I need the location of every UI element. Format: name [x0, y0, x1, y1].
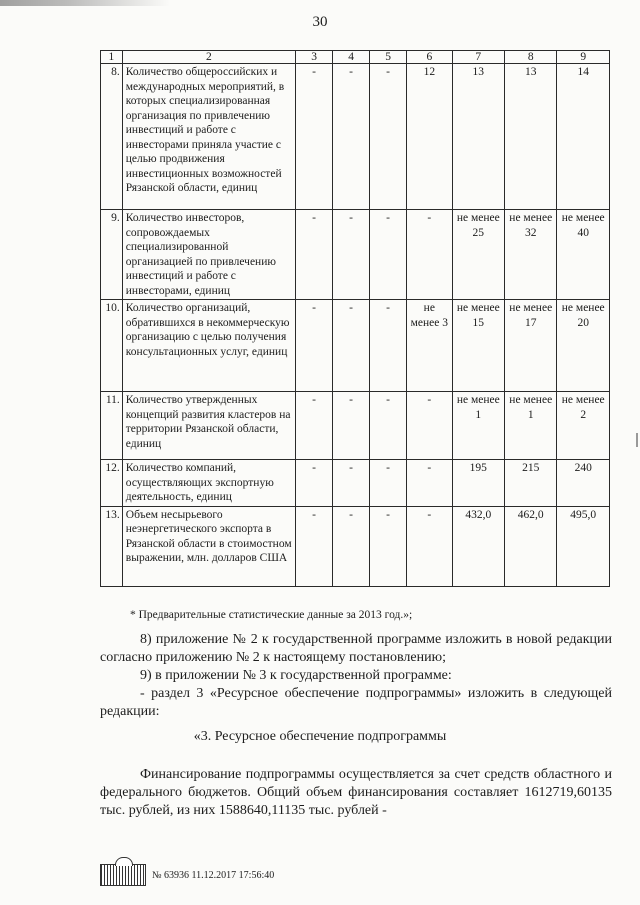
table-row [101, 460, 610, 507]
cell-desc: Объем несырьевого неэнергетического экспорта в Рязанской области в стоимостном выражении, млн. долларов США [122, 506, 295, 586]
page-number: 30 [312, 14, 328, 30]
cell-c5: - [370, 392, 407, 460]
cell-c9: 495,0 [557, 506, 610, 586]
cell-c6: - [407, 506, 453, 586]
cell-c9: 240 [557, 460, 610, 507]
document-footer [100, 864, 274, 886]
header-cell: 1 [101, 51, 123, 64]
table-row [101, 210, 610, 300]
cell-c5: - [370, 210, 407, 300]
table-row [101, 64, 610, 210]
header-cell: 9 [557, 51, 610, 64]
cell-c4: - [333, 300, 370, 392]
cell-c6: 12 [407, 64, 453, 210]
paragraph: Финансирование подпрограммы осуществляется за счет средств областного и федерального бюджетов. Общий объем финансирования составляет 1612719,60135 тыс. рублей, из них 1588640,11135 тыс. рублей - [100, 767, 612, 818]
cell-desc: Количество инвесторов, сопровождаемых специализированной организацией по привлечению инвестиций и работе с инвесторами, единиц [122, 210, 295, 300]
cell-c5: - [370, 460, 407, 507]
cell-c3: - [296, 210, 333, 300]
header-cell: 6 [407, 51, 453, 64]
cell-num: 11. [101, 392, 123, 460]
cell-c6: - [407, 210, 453, 300]
cell-c8: 462,0 [505, 506, 557, 586]
header-cell: 2 [122, 51, 295, 64]
cell-c4: - [333, 392, 370, 460]
header-cell: 4 [333, 51, 370, 64]
header-cell: 8 [505, 51, 557, 64]
paragraph: 9) в приложении № 3 к государственной программе: [140, 668, 452, 683]
cell-c5: - [370, 506, 407, 586]
cell-c8: не менее 1 [505, 392, 557, 460]
cell-c8: 13 [505, 64, 557, 210]
cell-num: 12. [101, 460, 123, 507]
paragraph: - раздел 3 «Ресурсное обеспечение подпрограммы» изложить в следующей редакции: [100, 686, 612, 719]
cell-num: 8. [101, 64, 123, 210]
cell-desc: Количество организаций, обратившихся в некоммерческую организацию с целью получения консультационных услуг, единиц [122, 300, 295, 392]
cell-c7: не менее 25 [452, 210, 504, 300]
scan-artifact-edge [636, 433, 638, 447]
cell-c7: 195 [452, 460, 504, 507]
cell-num: 13. [101, 506, 123, 586]
cell-c5: - [370, 300, 407, 392]
emblem-stamp-icon [100, 864, 146, 886]
cell-num: 10. [101, 300, 123, 392]
cell-c7: не менее 15 [452, 300, 504, 392]
cell-desc: Количество утвержденных концепций развития кластеров на территории Рязанской области, единиц [122, 392, 295, 460]
cell-c4: - [333, 506, 370, 586]
cell-c7: 432,0 [452, 506, 504, 586]
text-block [100, 766, 612, 820]
cell-c8: не менее 17 [505, 300, 557, 392]
cell-c3: - [296, 64, 333, 210]
paragraph: 8) приложение № 2 к государственной программе изложить в новой редакции согласно приложению № 2 к настоящему постановлению; [100, 632, 612, 665]
cell-c3: - [296, 460, 333, 507]
cell-c8: не менее 32 [505, 210, 557, 300]
text-block [100, 606, 612, 721]
scan-artifact [0, 0, 170, 6]
cell-c3: - [296, 506, 333, 586]
cell-desc: Количество общероссийских и международных мероприятий, в которых специализированная организация по привлечению инвестиций и работе с инвесторами приняла участие с целью продвижения инвестиционных возможностей Рязанской области, единиц [122, 64, 295, 210]
cell-c9: 14 [557, 64, 610, 210]
table-row [101, 392, 610, 460]
header-cell: 7 [452, 51, 504, 64]
cell-num: 9. [101, 210, 123, 300]
table-header-row [101, 51, 610, 64]
cell-c7: не менее 1 [452, 392, 504, 460]
cell-c9: не менее 40 [557, 210, 610, 300]
section-title: «3. Ресурсное обеспечение подпрограммы [193, 729, 447, 744]
indicators-table [100, 50, 610, 587]
header-cell: 3 [296, 51, 333, 64]
cell-c8: 215 [505, 460, 557, 507]
cell-c9: не менее 20 [557, 300, 610, 392]
header-cell: 5 [370, 51, 407, 64]
table-row [101, 300, 610, 392]
table-row [101, 506, 610, 586]
cell-desc: Количество компаний, осуществляющих экспортную деятельность, единиц [122, 460, 295, 507]
cell-c6: - [407, 392, 453, 460]
cell-c5: - [370, 64, 407, 210]
footnote: * Предварительные статистические данные за 2013 год.»; [130, 609, 413, 621]
cell-c4: - [333, 64, 370, 210]
cell-c7: 13 [452, 64, 504, 210]
doc-stamp-text: № 63936 11.12.2017 17:56:40 [152, 869, 275, 881]
cell-c3: - [296, 300, 333, 392]
cell-c6: не менее 3 [407, 300, 453, 392]
cell-c4: - [333, 210, 370, 300]
cell-c6: - [407, 460, 453, 507]
cell-c9: не менее 2 [557, 392, 610, 460]
cell-c4: - [333, 460, 370, 507]
cell-c3: - [296, 392, 333, 460]
